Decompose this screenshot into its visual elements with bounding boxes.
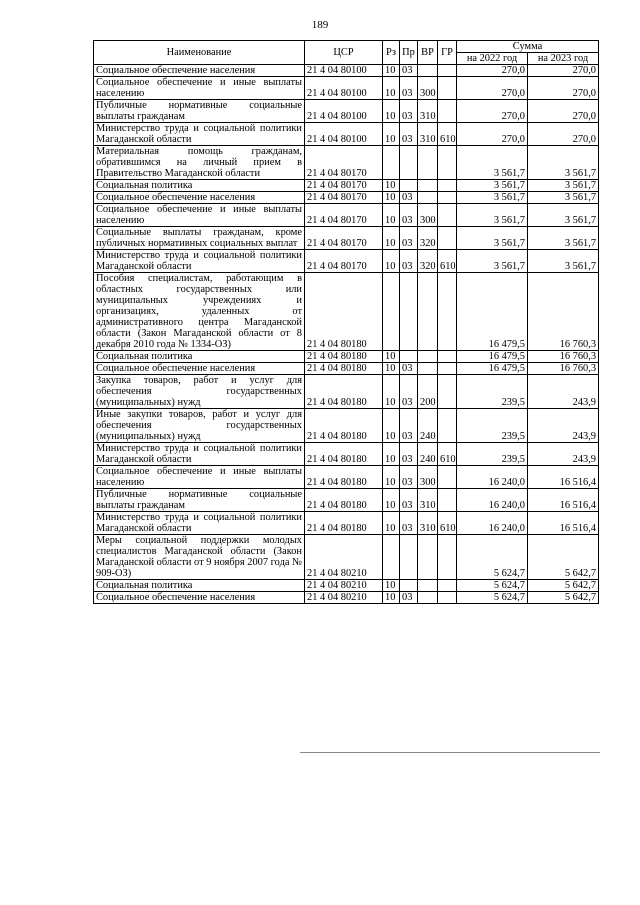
- cell-sum-2022: 3 561,7: [457, 250, 528, 273]
- cell-name: Закупка товаров, работ и услуг для обеспечения государственных (муниципальных) нужд: [94, 375, 305, 409]
- cell-rz: 10: [383, 443, 400, 466]
- cell-csr: 21 4 04 80180: [305, 273, 383, 351]
- cell-gr: 610: [438, 512, 457, 535]
- cell-name: Социальное обеспечение и иные выплаты населению: [94, 466, 305, 489]
- cell-rz: 10: [383, 351, 400, 363]
- cell-name: Министерство труда и социальной политики Магаданской области: [94, 123, 305, 146]
- cell-sum-2023: 243,9: [528, 443, 599, 466]
- cell-sum-2022: 3 561,7: [457, 192, 528, 204]
- cell-vr: [418, 273, 438, 351]
- cell-pr: [400, 351, 418, 363]
- cell-gr: [438, 363, 457, 375]
- table-row: [94, 227, 599, 250]
- cell-sum-2022: 16 479,5: [457, 363, 528, 375]
- cell-gr: [438, 204, 457, 227]
- cell-csr: 21 4 04 80180: [305, 363, 383, 375]
- header-name: Наименование: [94, 41, 305, 65]
- cell-gr: [438, 100, 457, 123]
- cell-name: Меры социальной поддержки молодых специалистов Магаданской области (Закон Магаданской области от 9 ноября 2007 года № 909-ОЗ): [94, 535, 305, 580]
- cell-sum-2023: 16 516,4: [528, 512, 599, 535]
- cell-name: Министерство труда и социальной политики Магаданской области: [94, 512, 305, 535]
- cell-csr: 21 4 04 80100: [305, 100, 383, 123]
- cell-vr: 300: [418, 77, 438, 100]
- cell-name: Материальная помощь гражданам, обратившимся на личный прием в Правительство Магаданской области: [94, 146, 305, 180]
- cell-vr: 310: [418, 100, 438, 123]
- cell-rz: 10: [383, 192, 400, 204]
- cell-rz: [383, 146, 400, 180]
- cell-csr: 21 4 04 80180: [305, 409, 383, 443]
- cell-csr: 21 4 04 80180: [305, 466, 383, 489]
- cell-sum-2022: 3 561,7: [457, 227, 528, 250]
- cell-csr: 21 4 04 80170: [305, 204, 383, 227]
- cell-csr: 21 4 04 80100: [305, 123, 383, 146]
- cell-sum-2023: 5 642,7: [528, 580, 599, 592]
- cell-name: Социальное обеспечение населения: [94, 363, 305, 375]
- cell-vr: [418, 180, 438, 192]
- cell-sum-2023: 16 760,3: [528, 273, 599, 351]
- cell-rz: 10: [383, 123, 400, 146]
- table-row: [94, 351, 599, 363]
- cell-sum-2022: 239,5: [457, 375, 528, 409]
- cell-pr: 03: [400, 65, 418, 77]
- cell-name: Социальная политика: [94, 180, 305, 192]
- cell-sum-2022: 270,0: [457, 100, 528, 123]
- cell-gr: [438, 466, 457, 489]
- cell-gr: 610: [438, 443, 457, 466]
- cell-pr: 03: [400, 443, 418, 466]
- cell-csr: 21 4 04 80180: [305, 351, 383, 363]
- cell-name: Социальное обеспечение населения: [94, 592, 305, 604]
- cell-rz: 10: [383, 489, 400, 512]
- cell-vr: [418, 363, 438, 375]
- cell-rz: 10: [383, 512, 400, 535]
- cell-csr: 21 4 04 80180: [305, 489, 383, 512]
- cell-pr: [400, 273, 418, 351]
- cell-gr: [438, 146, 457, 180]
- cell-sum-2022: 16 240,0: [457, 489, 528, 512]
- cell-csr: 21 4 04 80170: [305, 192, 383, 204]
- cell-vr: [418, 192, 438, 204]
- cell-csr: 21 4 04 80170: [305, 250, 383, 273]
- cell-name: Социальное обеспечение и иные выплаты населению: [94, 204, 305, 227]
- cell-sum-2023: 270,0: [528, 65, 599, 77]
- cell-rz: 10: [383, 77, 400, 100]
- table-row: [94, 65, 599, 77]
- cell-pr: 03: [400, 123, 418, 146]
- cell-gr: 610: [438, 250, 457, 273]
- header-rz: Рз: [383, 41, 400, 65]
- cell-pr: 03: [400, 409, 418, 443]
- cell-pr: [400, 535, 418, 580]
- header-sum: Сумма: [457, 41, 599, 53]
- cell-rz: 10: [383, 409, 400, 443]
- cell-sum-2022: 5 624,7: [457, 535, 528, 580]
- cell-name: Министерство труда и социальной политики Магаданской области: [94, 250, 305, 273]
- cell-sum-2022: 270,0: [457, 65, 528, 77]
- table-row: [94, 512, 599, 535]
- cell-pr: [400, 146, 418, 180]
- cell-vr: 310: [418, 512, 438, 535]
- cell-sum-2023: 5 642,7: [528, 592, 599, 604]
- cell-rz: 10: [383, 65, 400, 77]
- table-row: [94, 100, 599, 123]
- header-pr: Пр: [400, 41, 418, 65]
- cell-gr: [438, 489, 457, 512]
- cell-csr: 21 4 04 80170: [305, 146, 383, 180]
- cell-sum-2023: 3 561,7: [528, 146, 599, 180]
- cell-csr: 21 4 04 80210: [305, 592, 383, 604]
- cell-pr: 03: [400, 100, 418, 123]
- table-row: [94, 443, 599, 466]
- cell-csr: 21 4 04 80180: [305, 512, 383, 535]
- cell-sum-2022: 16 479,5: [457, 273, 528, 351]
- cell-sum-2023: 5 642,7: [528, 535, 599, 580]
- table-row: [94, 77, 599, 100]
- cell-rz: 10: [383, 227, 400, 250]
- table-row: [94, 535, 599, 580]
- cell-sum-2022: 3 561,7: [457, 146, 528, 180]
- cell-sum-2022: 5 624,7: [457, 592, 528, 604]
- table-row: [94, 250, 599, 273]
- cell-csr: 21 4 04 80210: [305, 535, 383, 580]
- cell-name: Министерство труда и социальной политики Магаданской области: [94, 443, 305, 466]
- cell-gr: [438, 77, 457, 100]
- cell-pr: 03: [400, 489, 418, 512]
- cell-sum-2023: 3 561,7: [528, 192, 599, 204]
- cell-pr: [400, 580, 418, 592]
- header-vr: ВР: [418, 41, 438, 65]
- cell-vr: 320: [418, 250, 438, 273]
- cell-vr: [418, 580, 438, 592]
- cell-vr: 300: [418, 466, 438, 489]
- cell-vr: 300: [418, 204, 438, 227]
- footer-divider: [300, 752, 600, 753]
- cell-vr: 310: [418, 123, 438, 146]
- cell-rz: 10: [383, 363, 400, 375]
- cell-sum-2022: 16 240,0: [457, 512, 528, 535]
- cell-pr: [400, 180, 418, 192]
- table-row: [94, 363, 599, 375]
- cell-name: Социальная политика: [94, 580, 305, 592]
- cell-vr: [418, 351, 438, 363]
- header-year-2022: на 2022 год: [457, 53, 528, 65]
- table-body: [94, 65, 599, 604]
- cell-sum-2023: 270,0: [528, 100, 599, 123]
- cell-vr: 240: [418, 409, 438, 443]
- table-row: [94, 204, 599, 227]
- cell-sum-2022: 3 561,7: [457, 204, 528, 227]
- cell-csr: 21 4 04 80180: [305, 375, 383, 409]
- cell-pr: 03: [400, 466, 418, 489]
- cell-sum-2023: 3 561,7: [528, 180, 599, 192]
- cell-rz: 10: [383, 592, 400, 604]
- table-row: [94, 592, 599, 604]
- cell-sum-2023: 270,0: [528, 77, 599, 100]
- cell-rz: 10: [383, 375, 400, 409]
- table-row: [94, 409, 599, 443]
- cell-pr: 03: [400, 204, 418, 227]
- cell-sum-2022: 16 479,5: [457, 351, 528, 363]
- table-row: [94, 180, 599, 192]
- cell-csr: 21 4 04 80100: [305, 77, 383, 100]
- cell-csr: 21 4 04 80170: [305, 227, 383, 250]
- cell-csr: 21 4 04 80100: [305, 65, 383, 77]
- table-row: [94, 123, 599, 146]
- cell-name: Социальное обеспечение населения: [94, 192, 305, 204]
- page-number: 189: [311, 19, 329, 31]
- cell-gr: 610: [438, 123, 457, 146]
- cell-pr: 03: [400, 592, 418, 604]
- cell-pr: 03: [400, 512, 418, 535]
- cell-gr: [438, 580, 457, 592]
- cell-gr: [438, 65, 457, 77]
- cell-sum-2023: 16 516,4: [528, 489, 599, 512]
- cell-gr: [438, 592, 457, 604]
- cell-name: Пособия специалистам, работающим в областных государственных или муниципальных учреждениях и организациях, удаленных от административного центра Магаданской области (Закон Магаданской области от 8 декабря 2010 года № 1334-ОЗ): [94, 273, 305, 351]
- cell-vr: [418, 146, 438, 180]
- cell-gr: [438, 180, 457, 192]
- cell-sum-2023: 16 516,4: [528, 466, 599, 489]
- header-csr: ЦСР: [305, 41, 383, 65]
- cell-sum-2023: 270,0: [528, 123, 599, 146]
- header-year-2023: на 2023 год: [528, 53, 599, 65]
- cell-rz: 10: [383, 466, 400, 489]
- cell-name: Социальное обеспечение населения: [94, 65, 305, 77]
- cell-sum-2023: 16 760,3: [528, 351, 599, 363]
- cell-sum-2022: 239,5: [457, 443, 528, 466]
- cell-rz: [383, 273, 400, 351]
- table-row: [94, 489, 599, 512]
- cell-gr: [438, 535, 457, 580]
- cell-gr: [438, 409, 457, 443]
- cell-gr: [438, 375, 457, 409]
- cell-gr: [438, 192, 457, 204]
- cell-pr: 03: [400, 363, 418, 375]
- table-row: [94, 146, 599, 180]
- cell-rz: 10: [383, 580, 400, 592]
- cell-sum-2023: 3 561,7: [528, 227, 599, 250]
- cell-rz: 10: [383, 100, 400, 123]
- cell-pr: 03: [400, 192, 418, 204]
- cell-rz: [383, 535, 400, 580]
- cell-rz: 10: [383, 204, 400, 227]
- cell-pr: 03: [400, 250, 418, 273]
- cell-name: Иные закупки товаров, работ и услуг для обеспечения государственных (муниципальных) нужд: [94, 409, 305, 443]
- cell-name: Публичные нормативные социальные выплаты гражданам: [94, 489, 305, 512]
- cell-vr: [418, 535, 438, 580]
- cell-name: Социальная политика: [94, 351, 305, 363]
- cell-rz: 10: [383, 180, 400, 192]
- table-row: [94, 466, 599, 489]
- cell-sum-2023: 243,9: [528, 375, 599, 409]
- table-row: [94, 273, 599, 351]
- header-gr: ГР: [438, 41, 457, 65]
- cell-name: Публичные нормативные социальные выплаты гражданам: [94, 100, 305, 123]
- table-row: [94, 375, 599, 409]
- cell-sum-2022: 270,0: [457, 123, 528, 146]
- cell-pr: 03: [400, 375, 418, 409]
- table-row: [94, 192, 599, 204]
- cell-vr: 320: [418, 227, 438, 250]
- cell-pr: 03: [400, 77, 418, 100]
- cell-sum-2022: 239,5: [457, 409, 528, 443]
- cell-sum-2022: 270,0: [457, 77, 528, 100]
- cell-gr: [438, 273, 457, 351]
- table-row: [94, 580, 599, 592]
- cell-sum-2023: 3 561,7: [528, 250, 599, 273]
- cell-gr: [438, 351, 457, 363]
- cell-csr: 21 4 04 80170: [305, 180, 383, 192]
- cell-sum-2022: 3 561,7: [457, 180, 528, 192]
- cell-sum-2022: 16 240,0: [457, 466, 528, 489]
- cell-sum-2023: 3 561,7: [528, 204, 599, 227]
- cell-vr: [418, 65, 438, 77]
- cell-vr: 200: [418, 375, 438, 409]
- cell-csr: 21 4 04 80210: [305, 580, 383, 592]
- cell-vr: 310: [418, 489, 438, 512]
- cell-sum-2023: 243,9: [528, 409, 599, 443]
- budget-table: [93, 40, 599, 604]
- cell-csr: 21 4 04 80180: [305, 443, 383, 466]
- cell-sum-2023: 16 760,3: [528, 363, 599, 375]
- cell-rz: 10: [383, 250, 400, 273]
- cell-vr: 240: [418, 443, 438, 466]
- cell-name: Социальное обеспечение и иные выплаты населению: [94, 77, 305, 100]
- cell-name: Социальные выплаты гражданам, кроме публичных нормативных социальных выплат: [94, 227, 305, 250]
- cell-vr: [418, 592, 438, 604]
- cell-pr: 03: [400, 227, 418, 250]
- cell-gr: [438, 227, 457, 250]
- cell-sum-2022: 5 624,7: [457, 580, 528, 592]
